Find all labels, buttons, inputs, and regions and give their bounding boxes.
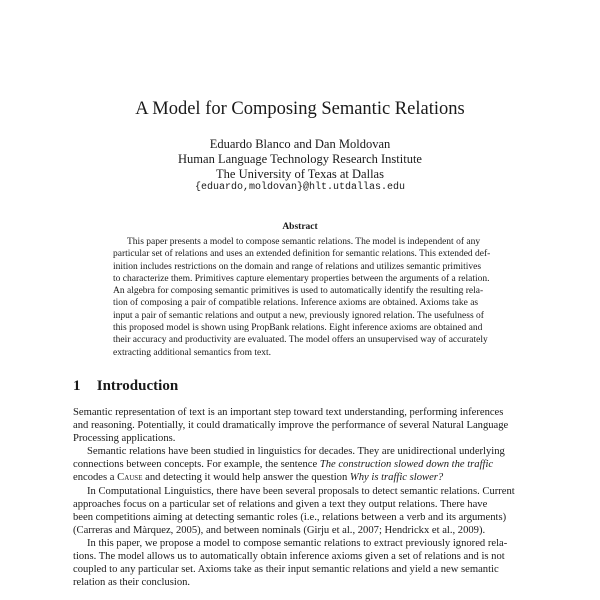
section-heading	[73, 377, 178, 395]
body-line: coupled to any particular set. Axioms take as their input semantic relations and yield a new semantic	[73, 564, 499, 576]
abstract-line: extracting additional semantics from text.	[113, 347, 272, 358]
intro-body	[73, 406, 528, 589]
body-line: (Carreras and Màrquez, 2005), and between nominals (Girju et al., 2007; Hendrickx et al., 2009).	[73, 524, 486, 536]
affiliation: Human Language Technology Research Institute	[178, 152, 422, 166]
relation-name: Cause	[117, 472, 143, 484]
abstract-line: This paper presents a model to compose semantic relations. The model is independent of any	[127, 237, 481, 247]
body-line: In this paper, we propose a model to compose semantic relations to extract previously ignored rela-	[87, 537, 508, 549]
abstract-line: particular set of relations and uses an extended definition for semantic relations. This extended def-	[113, 249, 491, 260]
section-title: Introduction	[96, 378, 179, 394]
body-text: encodes a	[73, 472, 118, 484]
example-sentence: The construction slowed down the traffic	[319, 459, 494, 471]
abstract-line: An algebra for composing semantic primitives is used to automatically identify the resulting rela-	[113, 286, 484, 297]
body-line: and reasoning. Potentially, it could dramatically improve the performance of several Natural Language	[73, 420, 509, 432]
body-line: Processing applications.	[73, 433, 176, 445]
body-line	[73, 458, 528, 471]
body-line: been competitions aiming at detecting semantic roles (i.e., relations between a verb and its arguments)	[73, 511, 507, 523]
body-line: approaches focus on a particular set of relations and given a text they output relations. There have	[73, 498, 488, 510]
email: {eduardo,moldovan}@hlt.utdallas.edu	[194, 182, 406, 193]
abstract-line: inition includes restrictions on the domain and range of relations and utilizes semantic primitives	[113, 261, 482, 272]
body-line	[73, 471, 528, 484]
paper-title: A Model for Composing Semantic Relations	[135, 99, 465, 119]
university: The University of Texas at Dallas	[216, 167, 384, 181]
abstract-line: their accuracy and productivity are evaluated. The model offers an unsupervised way of accurately	[113, 335, 488, 346]
abstract-line: this proposed model is shown using PropBank relations. Eight inference axioms are obtained and	[113, 323, 483, 334]
abstract-body	[113, 236, 491, 359]
example-question: Why is traffic slower?	[349, 472, 444, 484]
authors: Eduardo Blanco and Dan Moldovan	[209, 137, 391, 151]
body-text: and detecting it would help answer the question	[142, 472, 350, 484]
body-line: relation as their conclusion.	[73, 577, 191, 589]
abstract-line: tion of composing a pair of compatible relations. Inference axioms are obtained. Axioms take as	[113, 298, 479, 309]
abstract-heading: Abstract	[282, 222, 318, 232]
section-number: 1	[73, 378, 81, 394]
body-line: In Computational Linguistics, there have been several proposals to detect semantic relations. Current	[87, 485, 515, 497]
body-text: connections between concepts. For example, the sentence	[73, 459, 320, 471]
body-line: Semantic representation of text is an important step toward text understanding, performing inferences	[73, 407, 504, 418]
abstract-line: input a pair of semantic relations and output a new, previously ignored relation. The usefulness of	[113, 310, 484, 321]
body-line: tions. The model allows us to automatically obtain inference axioms given a set of relations and is not	[73, 551, 505, 563]
body-line: Semantic relations have been studied in linguistics for decades. They are unidirectional underlying	[87, 446, 505, 458]
abstract-line: to characterize them. Primitives capture elementary properties between the arguments of a relation.	[113, 273, 490, 284]
